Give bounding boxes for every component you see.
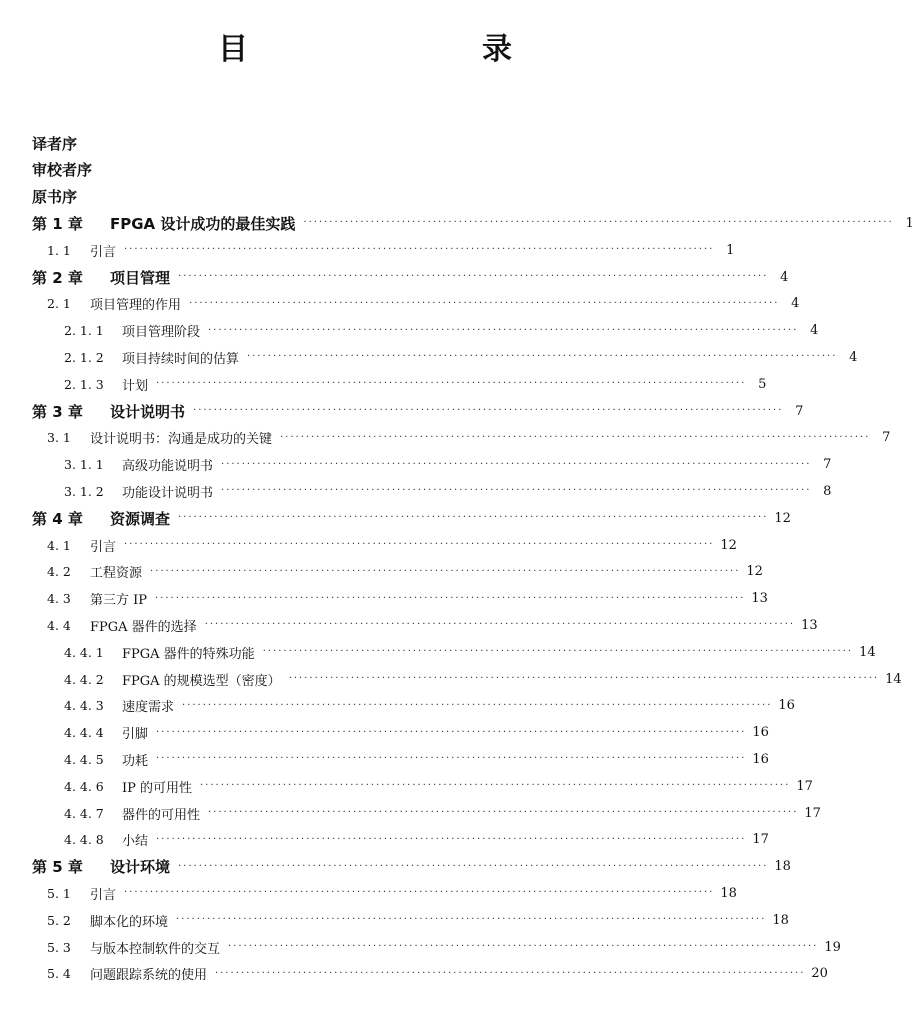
toc-section-entry[interactable] [0,746,769,772]
toc-section-entry[interactable] [0,693,795,719]
toc-leader-dots: ·················································································································· [182,699,773,711]
toc-leader-dots: ·················································································································· [156,378,747,390]
toc-section-entry[interactable] [0,237,735,263]
toc-leader-dots: ·················································································································· [204,619,796,631]
toc-chapter-entry[interactable] [0,210,914,236]
toc-leader-dots: ·················································································································· [156,833,747,845]
toc-entry-number: 4. 4 [47,617,71,633]
toc-section-entry[interactable] [0,371,767,397]
toc-chapter-entry[interactable] [0,854,791,880]
toc-leader-dots: ·················································································································· [288,673,880,684]
toc-entry-number: 4. 3 [47,591,71,607]
toc-entry-title: FPGA 的规模选型（密度） [122,673,281,689]
toc-page-number: 5 [758,376,767,392]
toc-leader-dots: ·················································································································· [303,217,894,229]
toc-leader-dots: ·················································································································· [178,512,769,524]
toc-entry-title: 小结 [122,834,149,850]
toc-section-entry[interactable] [0,907,789,933]
toc-leader-dots: ·················································································································· [221,458,812,470]
toc-page-number: 18 [774,859,791,875]
toc-entry-title: 功耗 [122,753,149,769]
toc-entry-title: 引言 [90,244,117,260]
toc-leader-dots: ·················································································································· [176,914,767,926]
toc-entry-title: 工程资源 [90,566,143,582]
toc-page-number: 7 [823,457,832,473]
toc-entry-title: 资源调查 [110,509,171,528]
toc-leader-dots: ·················································································································· [280,431,871,443]
toc-page-number: 16 [752,725,769,741]
toc-leader-dots: ·················································································································· [221,485,812,497]
toc-section-entry[interactable] [0,720,769,746]
toc-entry-title: 引言 [90,887,117,903]
toc-entry-title: 原书序 [32,188,78,207]
toc-section-entry[interactable] [0,666,902,692]
toc-page-number: 16 [778,698,795,714]
toc-entry-number: 3. 1. 2 [64,483,104,499]
toc-entry-title: 译者序 [32,134,78,153]
toc-leader-dots: ·················································································································· [124,539,715,550]
toc-entry-title: 脚本化的环境 [90,914,169,930]
page-title: 目 录 [218,32,570,67]
toc-leader-dots: ·················································································································· [124,244,715,256]
toc-section-entry[interactable] [0,880,737,906]
toc-entry-title: 第三方 IP [90,593,148,609]
toc-leader-dots: ·················································································································· [150,565,741,577]
toc-section-entry[interactable] [0,586,768,612]
toc-section-entry[interactable] [0,773,813,799]
toc-section-entry[interactable] [0,532,737,558]
toc-page-number: 12 [720,537,737,553]
toc-page-number: 1 [905,215,914,231]
toc-page-number: 7 [882,430,891,446]
toc-section-entry[interactable] [0,291,800,317]
toc-entry-number: 4. 4. 1 [64,644,104,660]
toc-entry-number: 3. 1 [47,430,71,446]
toc-entry-title: FPGA 器件的特殊功能 [122,646,255,662]
toc-section-entry[interactable] [0,934,841,960]
toc-page-number: 18 [772,912,789,928]
toc-leader-dots: ·················································································································· [178,860,769,872]
toc-entry-title: 功能设计说明书 [122,485,214,501]
toc-page-number: 17 [804,805,821,821]
toc-entry-number: 4. 4. 7 [64,805,104,821]
toc-section-entry[interactable] [0,478,832,504]
toc-entry-title: FPGA 设计成功的最佳实践 [110,214,296,233]
toc-leader-dots: ·················································································································· [208,807,799,818]
toc-leader-dots: ·················································································································· [178,271,769,282]
toc-page-number: 20 [811,966,828,982]
toc-page-number: 12 [746,564,763,580]
toc-section-entry[interactable] [0,800,821,826]
toc-entry-number: 第 5 章 [32,858,83,877]
toc-entry-title: IP 的可用性 [122,780,193,796]
toc-entry-title: 速度需求 [122,700,175,716]
toc-leader-dots: ·················································································································· [124,887,715,899]
toc-entry-title: 高级功能说明书 [122,459,214,475]
toc-leader-dots: ·················································································································· [208,324,799,336]
toc-leader-dots: ·················································································································· [200,780,791,792]
toc-entry-number: 4. 4. 2 [64,671,104,687]
toc-leader-dots: ·················································································································· [189,297,780,309]
toc-entry-number: 1. 1 [47,242,71,258]
toc-page-number: 7 [795,403,804,419]
toc-entry-title: 设计环境 [110,858,171,877]
toc-entry-title: 项目管理 [110,268,171,287]
toc-page-number: 4 [780,269,789,285]
toc-page-number: 12 [774,510,791,526]
toc-section-entry[interactable] [0,639,876,665]
toc-leader-dots: ·················································································································· [155,592,746,604]
toc-entry-number: 5. 1 [47,885,71,901]
toc-entry-number: 第 3 章 [32,402,83,421]
toc-page-number: 18 [720,885,737,901]
toc-entry-number: 4. 4. 8 [64,832,104,848]
toc-entry-number: 第 1 章 [32,214,83,233]
toc-page-number: 4 [810,323,819,339]
toc-entry-number: 4. 2 [47,564,71,580]
toc-entry-number: 4. 4. 5 [64,751,104,767]
toc-entry-number: 4. 1 [47,537,71,553]
toc-leader-dots: ·················································································································· [156,753,747,765]
toc-section-entry[interactable] [0,612,818,638]
toc-page-number: 17 [796,778,813,794]
toc-entry-number: 4. 4. 6 [64,778,104,794]
toc-chapter-entry[interactable] [0,398,804,424]
toc-page-number: 14 [885,671,902,687]
toc-entry-title: FPGA 器件的选择 [90,619,197,635]
toc-entry-title: 引脚 [122,727,149,743]
toc-entry-title: 问题跟踪系统的使用 [90,968,208,984]
toc-entry-number: 第 4 章 [32,509,83,528]
toc-entry-number: 5. 3 [47,939,71,955]
toc-page-number: 16 [752,751,769,767]
toc-leader-dots: ·················································································································· [228,941,819,952]
toc-page-number: 19 [824,939,841,955]
toc-section-entry[interactable] [0,827,769,853]
toc-entry-number: 4. 4. 3 [64,698,104,714]
toc-front-matter-entry[interactable] [0,130,730,156]
toc-section-entry[interactable] [0,318,819,344]
toc-section-entry[interactable] [0,425,891,451]
toc-leader-dots: ·················································································································· [247,351,838,363]
toc-entry-number: 3. 1. 1 [64,457,104,473]
toc-page-number: 14 [859,644,876,660]
toc-front-matter-entry[interactable] [0,184,730,210]
toc-entry-title: 与版本控制软件的交互 [90,941,221,957]
toc-entry-number: 4. 4. 4 [64,725,104,741]
toc-section-entry[interactable] [0,452,832,478]
toc-entry-number: 2. 1. 3 [64,376,104,392]
toc-page-number: 4 [791,296,800,312]
toc-entry-title: 项目管理阶段 [122,325,201,341]
toc-entry-title: 计划 [122,378,149,394]
toc-entry-title: 项目持续时间的估算 [122,351,240,367]
toc-section-entry[interactable] [0,559,763,585]
toc-section-entry[interactable] [0,961,828,987]
toc-page-number: 8 [823,483,832,499]
toc-section-entry[interactable] [0,344,858,370]
toc-page-number: 13 [801,617,818,633]
toc-entry-number: 第 2 章 [32,268,83,287]
toc-entry-number: 5. 4 [47,966,71,982]
toc-page-number: 1 [726,242,735,258]
toc-leader-dots: ·················································································································· [193,405,784,416]
toc-page-number: 17 [752,832,769,848]
toc-chapter-entry[interactable] [0,505,791,531]
toc-page-number: 13 [751,591,768,607]
toc-entry-title: 设计说明书 [110,402,186,421]
toc-entry-title: 引言 [90,539,117,555]
toc-entry-title: 设计说明书：沟通是成功的关键 [90,432,273,448]
toc-leader-dots: ·················································································································· [215,967,806,979]
toc-entry-title: 器件的可用性 [122,807,201,823]
toc-entry-number: 5. 2 [47,912,71,928]
toc-leader-dots: ·················································································································· [262,646,854,658]
toc-page-number: 4 [849,349,858,365]
toc-entry-title: 审校者序 [32,161,93,180]
toc-entry-title: 项目管理的作用 [90,298,182,314]
toc-chapter-entry[interactable] [0,264,789,290]
toc-leader-dots: ·················································································································· [156,726,747,738]
toc-entry-number: 2. 1. 1 [64,323,104,339]
toc-entry-number: 2. 1. 2 [64,349,104,365]
toc-entry-number: 2. 1 [47,296,71,312]
toc-front-matter-entry[interactable] [0,157,730,183]
